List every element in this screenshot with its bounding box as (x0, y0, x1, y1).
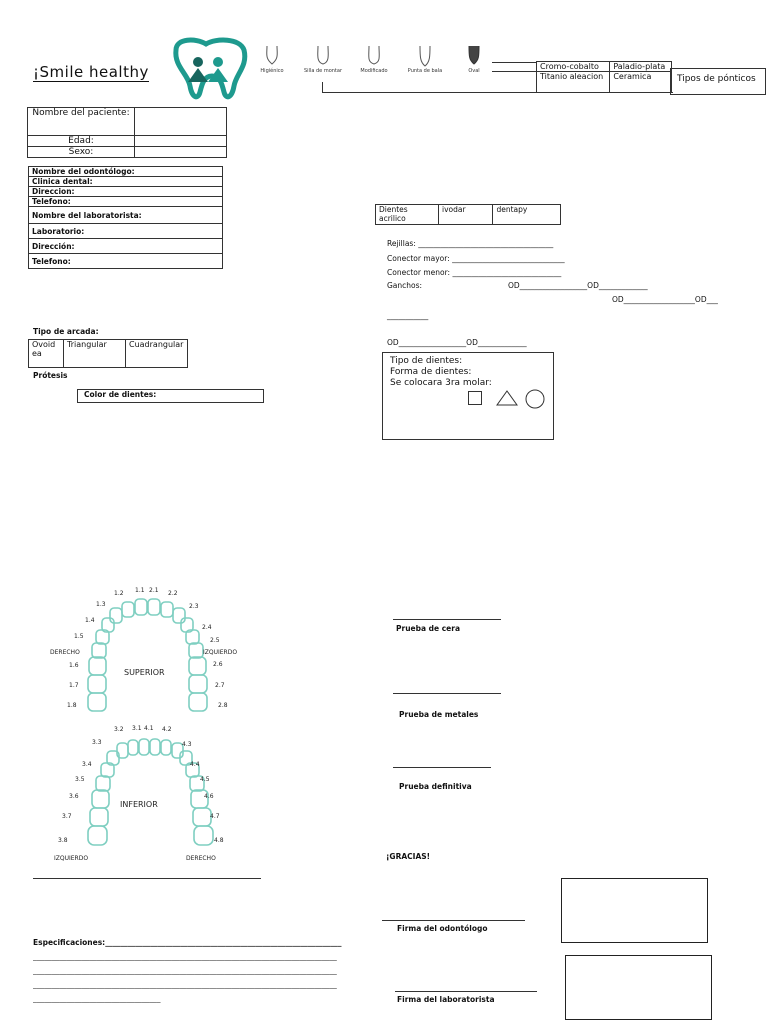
laboratorio: Laboratorio: (29, 224, 223, 239)
prueba-definitiva-label: Prueba definitiva (399, 782, 472, 791)
odontologo-table (28, 166, 223, 269)
izquierdo-sup-label: IZQUIERDO (203, 649, 238, 656)
conector-menor-line[interactable]: Conector menor: _____________________________ (387, 268, 562, 277)
conector-mayor-line[interactable]: Conector mayor: ______________________________ (387, 254, 565, 263)
especificaciones-row-1[interactable]: Especificaciones:_______________________________________________________________ (33, 938, 342, 947)
triangle-shape-icon[interactable] (496, 390, 518, 406)
prueba-cera-label: Prueba de cera (396, 624, 461, 633)
rejillas-line[interactable]: Rejillas: ____________________________________ (387, 239, 554, 248)
superior-label: SUPERIOR (124, 668, 165, 677)
derecho-inf-label: DERECHO (186, 855, 216, 862)
firma-laboratorista-box[interactable] (565, 955, 712, 1020)
firma-odontologo-line[interactable] (382, 920, 525, 921)
inferior-label: INFERIOR (120, 800, 158, 809)
dientes-acrilico[interactable]: Dientes acrilico (376, 205, 439, 225)
brand-title-text: ¡Smile healthy (33, 63, 149, 81)
paciente-nombre-value[interactable] (135, 108, 227, 136)
tipo-dientes-label: Tipo de dientes: (390, 356, 463, 366)
metal-cromo: Cromo-cobalto (537, 62, 610, 72)
metales-table (536, 61, 672, 93)
pontico-silla: Silla de montar (301, 44, 345, 82)
firma-laboratorista-line[interactable] (395, 991, 537, 992)
pontico-oval: Oval (456, 44, 492, 82)
firma-odontologo-label: Firma del odontólogo (397, 924, 488, 933)
prueba-metales-label: Prueba de metales (399, 710, 479, 719)
especificaciones-label: Especificaciones: (33, 938, 106, 947)
especificaciones-row-4[interactable]: _________________________________________________________________________________ (33, 980, 337, 989)
especificaciones-row-3[interactable]: _________________________________________________________________________________ (33, 966, 337, 975)
paciente-sexo-value[interactable] (135, 147, 227, 158)
tipo-dientes-box (382, 352, 554, 440)
circle-shape-icon[interactable] (525, 389, 545, 409)
odontologo-nombre: Nombre del odontólogo: (29, 167, 223, 177)
paciente-nombre-label: Nombre del paciente: (28, 108, 135, 136)
prueba-metales-line[interactable] (393, 693, 501, 694)
especificaciones-row-5[interactable]: __________________________________ (33, 994, 161, 1003)
odontologo-direccion: Direccion: (29, 187, 223, 197)
odontograma: 1.2 1.1 2.1 2.2 1.3 2.3 1.4 2.4 1.5 2.5 DERECHO IZQUIERDO 1.6 2.6 1.7 2.7 1.8 2.8 SUPERIOR 3.2 3.1 4.1 4.2 3.3 4.3 3.4 4.4 3.5 4.5 3.6 4.6 3.7 4.7 3.8 4.8 INFERIOR IZQUIERDO DERECHO (40, 585, 265, 870)
pontico-punta-bala-icon (416, 44, 434, 68)
ganchos-od-3[interactable]: ___________ (387, 311, 429, 320)
pontico-modificado: Modificado (354, 44, 394, 82)
odontologo-clinica: Clinica dental: (29, 177, 223, 187)
izquierdo-inf-label: IZQUIERDO (54, 855, 89, 862)
square-shape-icon[interactable] (468, 391, 482, 405)
metal-paladio: Paladio-plata (610, 62, 672, 72)
tercera-molar-label: Se colocara 3ra molar: (390, 378, 492, 388)
ganchos-od-1[interactable]: OD__________________OD_____________ (508, 281, 648, 290)
arcada-table (28, 339, 188, 368)
derecho-sup-label: DERECHO (50, 649, 80, 656)
especificaciones-row-2[interactable]: _________________________________________________________________________________ (33, 952, 337, 961)
odontograma-line (33, 878, 261, 879)
tooth-logo-icon (168, 36, 250, 102)
arcada-ovoidea[interactable]: Ovoidea (29, 340, 64, 368)
ganchos-od-2[interactable]: OD___________________OD___ (612, 295, 718, 304)
metal-titanio: Titanio aleacion (537, 72, 610, 93)
arcada-triangular[interactable]: Triangular (64, 340, 126, 368)
firma-laboratorista-label: Firma del laboratorista (397, 995, 495, 1004)
prueba-definitiva-line[interactable] (393, 767, 491, 768)
metales-connector (492, 62, 536, 72)
forma-dientes-label: Forma de dientes: (390, 367, 472, 377)
color-dientes-field[interactable]: Color de dientes: (77, 389, 264, 403)
firma-odontologo-box[interactable] (561, 878, 708, 943)
prueba-cera-line[interactable] (393, 619, 501, 620)
ganchos-label: Ganchos: (387, 281, 423, 290)
pontico-higienico: Higiénico (252, 44, 292, 82)
ponticos-row (252, 44, 492, 82)
laboratorio-telefono: Telefono: (29, 254, 223, 269)
pontico-punta-bala: Punta de bala (403, 44, 447, 82)
tipos-ponticos-label: Tipos de pónticos (670, 68, 766, 95)
arcada-cuadrangular[interactable]: Cuadrangular (126, 340, 188, 368)
ganchos-od-4[interactable]: OD__________________OD_____________ (387, 338, 527, 347)
dientes-tipo-table (375, 204, 561, 225)
odontologo-telefono: Telefono: (29, 197, 223, 207)
paciente-sexo-label: Sexo: (28, 147, 135, 158)
paciente-edad-label: Edad: (28, 136, 135, 147)
pontico-higienico-icon (263, 44, 281, 68)
pontico-modificado-icon (365, 44, 383, 68)
gracias-text: ¡GRACIAS! (386, 852, 431, 861)
pontico-oval-icon (465, 44, 483, 68)
laboratorio-direccion: Dirección: (29, 239, 223, 254)
dientes-ivodar[interactable]: ivodar (439, 205, 493, 225)
metal-ceramica: Ceramica (610, 72, 672, 93)
arcada-label: Tipo de arcada: (33, 327, 99, 336)
dientes-dentapy[interactable]: dentapy (493, 205, 561, 225)
paciente-edad-value[interactable] (135, 136, 227, 147)
paciente-table (27, 107, 227, 158)
protesis-label: Prótesis (33, 371, 68, 380)
laboratorista-nombre: Nombre del laboratorista: (29, 207, 223, 224)
pontico-silla-icon (314, 44, 332, 68)
brand-title (33, 62, 149, 81)
